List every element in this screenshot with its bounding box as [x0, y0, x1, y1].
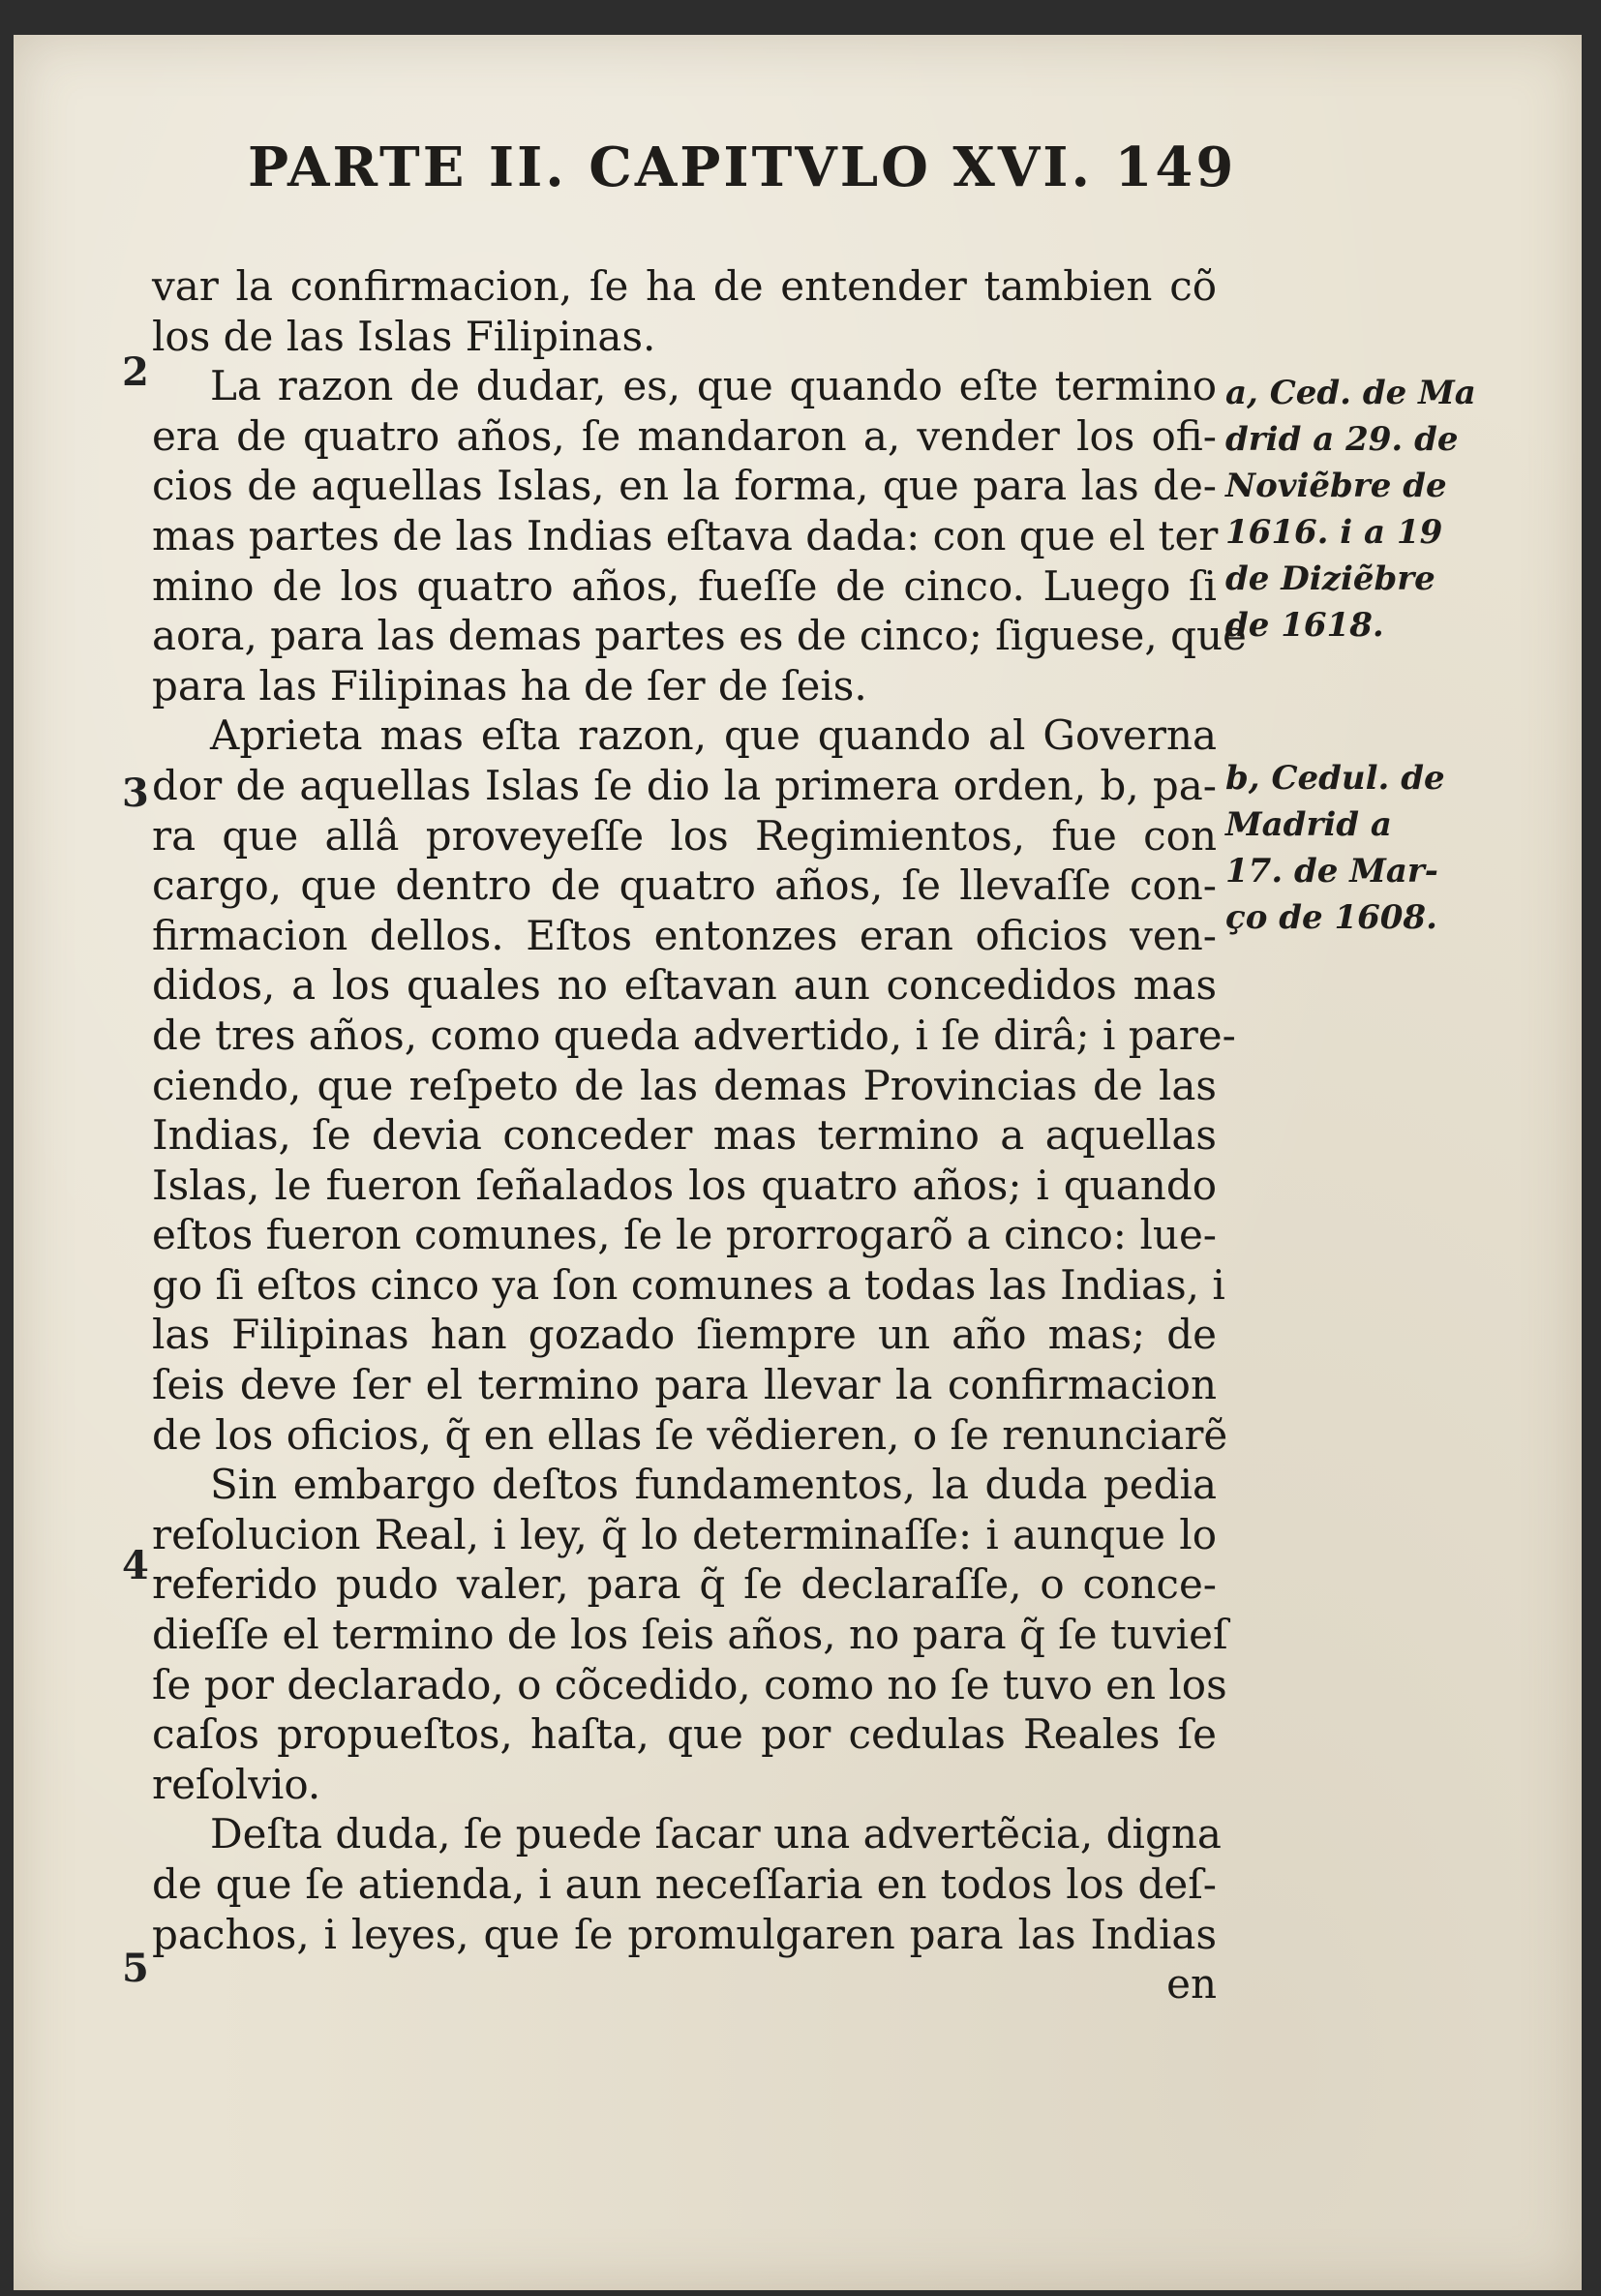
text-line: las Filipinas han gozado ſiempre un año mas; de — [152, 1311, 1217, 1359]
marginal-line: Madrid a — [1225, 805, 1392, 844]
text-line: ſe por declarado, o cõcedido, como no ſe tuvo en los — [152, 1660, 1227, 1708]
text-line: mas partes de las Indias eſtava dada: con que el ter — [152, 511, 1219, 559]
paragraph-number: 4 — [122, 1543, 149, 1588]
text-line: referido pudo valer, para q̃ ſe declaraſſe, o conce- — [152, 1560, 1217, 1609]
text-line: los de las Islas Filipinas. — [152, 312, 656, 360]
text-line: Sin embargo deſtos fundamentos, la duda pedia — [210, 1461, 1217, 1509]
marginal-line: b, Cedul. de — [1225, 759, 1445, 798]
text-line: Islas, le fueron ſeñalados los quatro años; i quando — [152, 1161, 1217, 1209]
paragraph-number: 3 — [122, 770, 149, 816]
text-line: La razon de dudar, es, que quando eſte termino — [210, 362, 1217, 410]
running-header: PARTE II. CAPITVLO XVI. 149 — [248, 136, 1237, 199]
text-line: de que ſe atienda, i aun neceſſaria en todos los deſ- — [152, 1860, 1217, 1908]
text-line: dieſſe el termino de los ſeis años, no para q̃ ſe tuvieſ — [152, 1611, 1228, 1659]
marginal-line: de Diziẽbre — [1225, 559, 1435, 598]
text-line: cios de aquellas Islas, en la forma, que para las de- — [152, 462, 1217, 510]
marginal-line: Noviẽbre de — [1225, 467, 1447, 505]
text-line: dor de aquellas Islas ſe dio la primera orden, b, pa- — [152, 761, 1217, 809]
text-line: go ſi eſtos cinco ya ſon comunes a todas las Indias, i — [152, 1260, 1225, 1309]
marginal-line: 1616. i a 19 — [1225, 513, 1443, 552]
marginal-line: drid a 29. de — [1225, 420, 1459, 459]
text-line: reſolvio. — [152, 1760, 321, 1808]
marginal-line: de 1618. — [1225, 606, 1384, 645]
text-line: pachos, i leyes, que ſe promulgaren para las Indias — [152, 1910, 1217, 1958]
text-line: ra que allâ proveyeſſe los Regimientos, fue con — [152, 811, 1217, 860]
text-line: eſtos fueron comunes, ſe le prorrogarõ a cinco: lue- — [152, 1211, 1217, 1259]
text-line: didos, a los quales no eſtavan aun concedidos mas — [152, 961, 1217, 1010]
text-line: cargo, que dentro de quatro años, ſe llevaſſe con- — [152, 861, 1217, 910]
text-line: firmacion dellos. Eſtos entonzes eran oficios ven- — [152, 911, 1217, 959]
text-line: para las Filipinas ha de ſer de ſeis. — [152, 661, 867, 710]
marginal-line: 17. de Mar- — [1225, 852, 1438, 891]
text-line: Aprieta mas eſta razon, que quando al Governa — [210, 711, 1217, 760]
paragraph-number: 5 — [122, 1946, 149, 1991]
paragraph-number: 2 — [122, 349, 149, 395]
marginal-note-b — [1225, 755, 1477, 941]
text-line: ſeis deve ſer el termino para llevar la confirmacion — [152, 1361, 1217, 1409]
text-line: era de quatro años, ſe mandaron a, vender los ofi- — [152, 411, 1217, 460]
marginal-note-a — [1225, 370, 1477, 649]
text-line: ciendo, que reſpeto de las demas Provincias de las — [152, 1061, 1217, 1109]
text-line: var la confirmacion, ſe ha de entender tambien cõ — [152, 262, 1217, 310]
book-page — [14, 35, 1582, 2290]
text-line: reſolucion Real, i ley, q̃ lo determinaſſe: i aunque lo — [152, 1510, 1217, 1558]
text-line: Deſta duda, ſe puede ſacar una advertẽcia, digna — [210, 1810, 1222, 1858]
text-line: de los oficios, q̃ en ellas ſe vẽdieren, o ſe renunciarẽ — [152, 1410, 1228, 1459]
text-line: de tres años, como queda advertido, i ſe dirâ; i pare- — [152, 1011, 1236, 1059]
text-line: caſos propueſtos, haſta, que por cedulas Reales ſe — [152, 1710, 1217, 1759]
marginal-line: ço de 1608. — [1225, 898, 1437, 937]
catchword: en — [1166, 1960, 1217, 2009]
text-line: aora, para las demas partes es de cinco; ſiguese, que — [152, 612, 1247, 660]
main-text-block — [152, 261, 1247, 2009]
text-line: Indias, ſe devia conceder mas termino a aquellas — [152, 1111, 1217, 1160]
text-line: mino de los quatro años, fueſſe de cinco. Luego ſi — [152, 561, 1217, 610]
marginal-line: a, Ced. de Ma — [1225, 374, 1476, 412]
